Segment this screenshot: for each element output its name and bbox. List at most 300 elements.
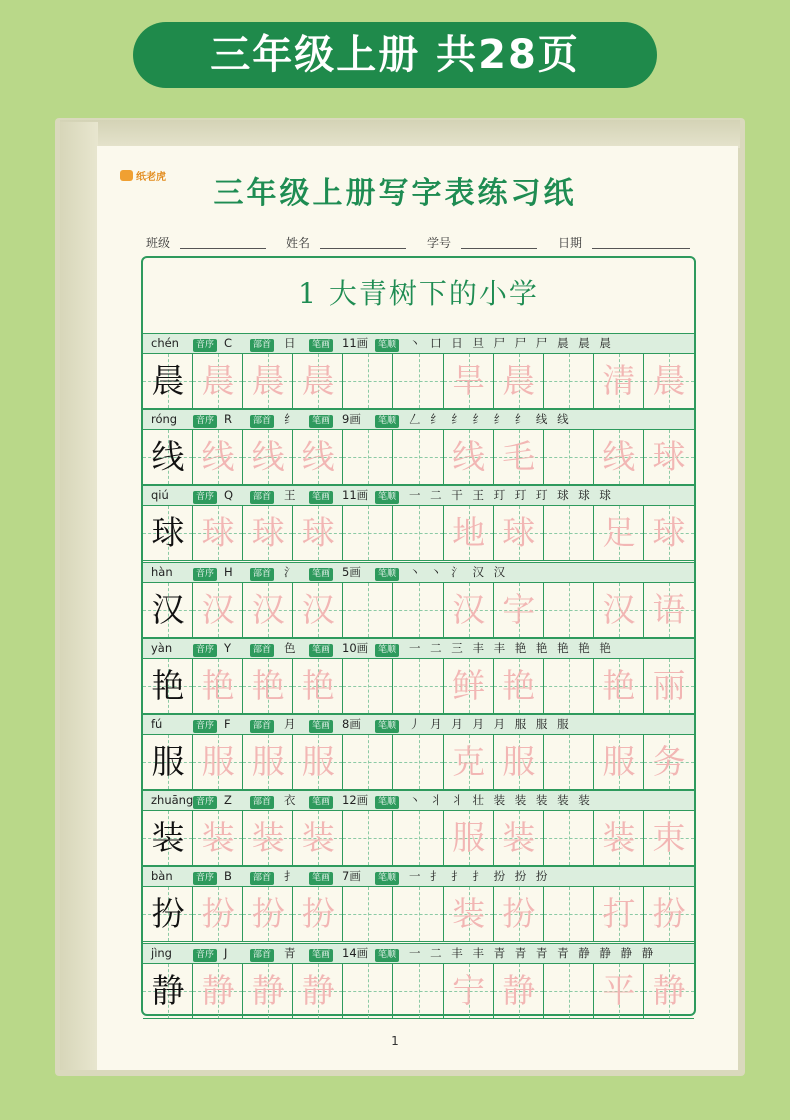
worksheet-title: 三年级上册写字表练习纸 (213, 176, 577, 211)
name-blank (320, 248, 406, 249)
practice-cell[interactable] (343, 735, 393, 789)
practice-cell[interactable] (544, 887, 594, 941)
trace-character: 服 (201, 742, 235, 781)
stroke-order: 一 二 丰 丰 青 青 青 青 静 静 静 静 (409, 945, 657, 960)
trace-character: 线 (201, 437, 235, 477)
model-character-cell (143, 659, 193, 713)
model-character-cell (143, 583, 193, 637)
trace-character (394, 659, 444, 713)
practice-cell[interactable] (243, 811, 293, 865)
practice-cell[interactable] (343, 887, 393, 941)
trace-character (544, 735, 594, 789)
practice-cell[interactable] (544, 659, 594, 713)
practice-cell[interactable] (594, 811, 644, 865)
trace-character (343, 887, 393, 941)
pinyin: chén (151, 336, 179, 350)
practice-cell[interactable] (193, 887, 243, 941)
practice-cell[interactable] (644, 583, 694, 637)
practice-cell[interactable] (444, 659, 494, 713)
trace-character: 装 (251, 818, 285, 858)
pinyin: zhuāng (151, 793, 194, 808)
trace-character: 语 (652, 589, 686, 629)
character-info-strip (143, 866, 694, 887)
practice-cell[interactable] (293, 506, 343, 560)
trace-character: 艳 (251, 665, 285, 705)
practice-cell[interactable] (293, 430, 343, 484)
trace-character: 务 (652, 742, 686, 781)
practice-cell[interactable] (243, 887, 293, 941)
trace-character: 静 (251, 970, 285, 1010)
radical: 扌 (284, 869, 296, 884)
bihua-tag: 笔画 (309, 791, 333, 810)
trace-character: 扮 (201, 894, 235, 934)
practice-cell[interactable] (644, 659, 694, 713)
model-character: 球 (151, 513, 185, 553)
practice-cell[interactable] (544, 583, 594, 637)
trace-character: 线 (452, 437, 486, 477)
trace-character (544, 964, 594, 1018)
bihua-tag: 笔画 (309, 867, 333, 886)
trace-character: 球 (201, 513, 235, 553)
student-no-label: 学号 (427, 236, 452, 250)
trace-character (544, 430, 594, 484)
practice-cell[interactable] (644, 964, 694, 1018)
practice-cell[interactable] (594, 354, 644, 408)
trace-character: 静 (301, 970, 335, 1010)
trace-character (343, 354, 393, 408)
practice-cell[interactable] (193, 735, 243, 789)
bihua-tag: 笔画 (309, 486, 333, 505)
radical: 衣 (284, 793, 296, 808)
practice-cell[interactable] (594, 506, 644, 560)
model-character: 扮 (151, 894, 185, 934)
practice-cell[interactable] (644, 430, 694, 484)
yinxu-tag: 音序 (193, 410, 217, 429)
writing-grid (143, 506, 694, 561)
trace-character: 球 (652, 437, 686, 477)
trace-character: 球 (652, 513, 686, 553)
trace-character: 服 (602, 742, 636, 781)
practice-cell[interactable] (444, 887, 494, 941)
initial-letter: F (224, 717, 231, 731)
model-character-cell (143, 735, 193, 789)
writing-grid (143, 430, 694, 485)
trace-character: 线 (602, 437, 636, 477)
character-info-strip (143, 638, 694, 659)
bushou-tag: 部首 (250, 944, 274, 963)
trace-character: 服 (502, 742, 536, 781)
character-row (143, 638, 694, 714)
character-info-strip (143, 714, 694, 735)
class-label: 班级 (146, 236, 171, 250)
initial-letter: C (224, 336, 233, 350)
practice-cell[interactable] (444, 583, 494, 637)
pinyin: róng (151, 412, 178, 427)
practice-cell[interactable] (494, 811, 544, 865)
practice-cell[interactable] (644, 811, 694, 865)
pinyin: qiú (151, 488, 169, 503)
practice-cell[interactable] (193, 583, 243, 637)
model-character: 晨 (151, 361, 185, 400)
bishun-tag: 笔顺 (375, 563, 399, 582)
trace-character (394, 506, 444, 560)
practice-cell[interactable] (594, 430, 644, 484)
practice-cell[interactable] (293, 583, 343, 637)
practice-cell[interactable] (494, 735, 544, 789)
bihua-tag: 笔画 (309, 410, 333, 429)
writing-grid (143, 811, 694, 866)
practice-cell[interactable] (444, 964, 494, 1018)
trace-character (343, 659, 393, 713)
radical: 日 (284, 336, 296, 350)
trace-character: 丽 (652, 665, 686, 705)
bishun-tag: 笔顺 (375, 334, 399, 353)
practice-cell[interactable] (494, 887, 544, 941)
trace-character: 球 (251, 513, 285, 553)
initial-letter: R (224, 412, 232, 427)
practice-cell[interactable] (193, 811, 243, 865)
trace-character: 服 (301, 742, 335, 781)
practice-cell[interactable] (193, 506, 243, 560)
practice-cell[interactable] (644, 354, 694, 408)
model-character: 艳 (151, 665, 185, 705)
practice-cell[interactable] (193, 430, 243, 484)
bihua-tag: 笔画 (309, 639, 333, 658)
bushou-tag: 部首 (250, 791, 274, 810)
bushou-tag: 部首 (250, 410, 274, 429)
trace-character (544, 506, 594, 560)
practice-cell[interactable] (343, 354, 393, 408)
trace-character (544, 659, 594, 713)
pinyin: hàn (151, 564, 173, 579)
stroke-order: 丿 月 月 月 月 服 服 服 (409, 717, 572, 731)
trace-character: 字 (502, 589, 536, 629)
pinyin: yàn (151, 640, 173, 655)
practice-cell[interactable] (193, 964, 243, 1018)
stroke-count: 14画 (342, 945, 369, 960)
character-row (143, 409, 694, 485)
practice-cell[interactable] (494, 354, 544, 408)
bishun-tag: 笔顺 (375, 639, 399, 658)
trace-character: 静 (201, 970, 235, 1010)
practice-cell[interactable] (444, 811, 494, 865)
pinyin: jìng (151, 945, 172, 960)
trace-character: 扮 (251, 894, 285, 934)
trace-character (544, 583, 594, 637)
trace-character (343, 735, 393, 789)
trace-character: 线 (251, 437, 285, 477)
lesson-title: 1 大青树下的小学 (298, 277, 539, 310)
writing-grid (143, 354, 694, 409)
model-character: 服 (151, 742, 185, 781)
trace-character: 打 (602, 894, 636, 934)
trace-character (394, 811, 444, 865)
practice-cell[interactable] (494, 583, 544, 637)
date-label: 日期 (558, 236, 583, 250)
practice-cell[interactable] (243, 430, 293, 484)
bishun-tag: 笔顺 (375, 867, 399, 886)
practice-cell[interactable] (394, 506, 444, 560)
title-banner: 三年级上册 共28页 (133, 22, 657, 88)
model-character-cell (143, 964, 193, 1018)
stroke-count: 10画 (342, 640, 369, 655)
practice-cell[interactable] (544, 506, 594, 560)
practice-cell[interactable] (293, 964, 343, 1018)
trace-character (394, 964, 444, 1018)
trace-character (343, 430, 393, 484)
practice-cell[interactable] (594, 659, 644, 713)
trace-character: 服 (452, 818, 486, 858)
date-blank (592, 248, 690, 249)
radical: 月 (284, 717, 296, 731)
radical: 氵 (284, 564, 296, 579)
character-row (143, 562, 694, 638)
practice-cell[interactable] (243, 659, 293, 713)
writing-grid (143, 964, 694, 1019)
trace-character: 扮 (301, 894, 335, 934)
practice-cell[interactable] (343, 430, 393, 484)
trace-character: 足 (602, 513, 636, 553)
trace-character: 晨 (301, 361, 335, 400)
practice-cell[interactable] (293, 354, 343, 408)
trace-character: 艳 (502, 665, 536, 705)
practice-cell[interactable] (544, 354, 594, 408)
trace-character: 艳 (201, 665, 235, 705)
bihua-tag: 笔画 (309, 334, 333, 353)
page-number: 1 (391, 1034, 399, 1048)
practice-cell[interactable] (494, 430, 544, 484)
practice-cell[interactable] (394, 659, 444, 713)
trace-character: 装 (201, 818, 235, 858)
trace-character: 清 (602, 361, 636, 400)
trace-character: 球 (301, 513, 335, 553)
practice-cell[interactable] (293, 811, 343, 865)
bushou-tag: 部首 (250, 334, 274, 353)
practice-cell[interactable] (193, 354, 243, 408)
yinxu-tag: 音序 (193, 791, 217, 810)
trace-character (343, 811, 393, 865)
practice-cell[interactable] (343, 811, 393, 865)
pinyin: bàn (151, 869, 173, 884)
character-info-strip (143, 333, 694, 354)
trace-character: 束 (652, 818, 686, 858)
practice-cell[interactable] (293, 735, 343, 789)
trace-character (394, 735, 444, 789)
character-info-strip (143, 790, 694, 811)
yinxu-tag: 音序 (193, 639, 217, 658)
practice-cell[interactable] (394, 354, 444, 408)
radical: 色 (284, 640, 296, 655)
trace-character: 线 (301, 437, 335, 477)
bishun-tag: 笔顺 (375, 410, 399, 429)
writing-grid (143, 583, 694, 638)
practice-cell[interactable] (494, 506, 544, 560)
trace-character: 地 (452, 513, 486, 553)
stroke-order: 丶 口 日 旦 尸 尸 尸 晨 晨 晨 (409, 336, 614, 350)
practice-cell[interactable] (394, 811, 444, 865)
character-row (143, 485, 694, 561)
model-character-cell (143, 430, 193, 484)
character-row (143, 943, 694, 1019)
trace-character: 扮 (652, 894, 686, 934)
bishun-tag: 笔顺 (375, 791, 399, 810)
practice-cell[interactable] (444, 354, 494, 408)
trace-character: 服 (251, 742, 285, 781)
practice-cell[interactable] (293, 887, 343, 941)
bushou-tag: 部首 (250, 639, 274, 658)
name-label: 姓名 (286, 236, 311, 250)
writing-grid (143, 887, 694, 942)
trace-character: 毛 (502, 437, 536, 477)
practice-cell[interactable] (243, 964, 293, 1018)
stroke-order: 丶 丬 丬 壮 装 装 装 装 装 (409, 793, 593, 808)
brand-logo-text: 纸老虎 (136, 172, 166, 183)
practice-cell[interactable] (444, 430, 494, 484)
practice-cell[interactable] (544, 964, 594, 1018)
practice-cell[interactable] (544, 430, 594, 484)
practice-cell[interactable] (644, 735, 694, 789)
trace-character: 晨 (251, 361, 285, 400)
practice-cell[interactable] (394, 735, 444, 789)
practice-cell[interactable] (594, 583, 644, 637)
character-info-strip (143, 943, 694, 964)
stroke-count: 11画 (342, 488, 369, 503)
trace-character: 宁 (452, 970, 486, 1010)
trace-character: 鲜 (452, 665, 486, 705)
yinxu-tag: 音序 (193, 563, 217, 582)
practice-cell[interactable] (243, 354, 293, 408)
character-info-strip (143, 409, 694, 430)
model-character: 装 (151, 818, 185, 858)
model-character: 静 (151, 970, 185, 1010)
trace-character: 晨 (201, 361, 235, 400)
trace-character: 装 (502, 818, 536, 858)
bushou-tag: 部首 (250, 486, 274, 505)
trace-character: 平 (602, 970, 636, 1010)
trace-character: 球 (502, 513, 536, 553)
character-row (143, 866, 694, 942)
paper-pad-side-edge (60, 122, 98, 1070)
practice-cell[interactable] (544, 811, 594, 865)
practice-cell[interactable] (193, 659, 243, 713)
practice-cell[interactable] (343, 659, 393, 713)
stroke-order: 一 二 干 王 玎 玎 玎 球 球 球 (409, 488, 614, 503)
practice-cell[interactable] (243, 506, 293, 560)
trace-character: 扮 (502, 894, 536, 934)
practice-cell[interactable] (494, 964, 544, 1018)
initial-letter: Q (224, 488, 234, 503)
practice-cell[interactable] (644, 506, 694, 560)
initial-letter: Y (224, 640, 232, 655)
trace-character (343, 964, 393, 1018)
initial-letter: B (224, 869, 232, 884)
trace-character: 汉 (602, 589, 636, 629)
practice-cell[interactable] (343, 583, 393, 637)
character-info-strip (143, 485, 694, 506)
trace-character (343, 506, 393, 560)
trace-character: 晨 (502, 361, 536, 400)
practice-cell[interactable] (293, 659, 343, 713)
bihua-tag: 笔画 (309, 944, 333, 963)
bishun-tag: 笔顺 (375, 944, 399, 963)
character-row (143, 790, 694, 866)
practice-cell[interactable] (243, 735, 293, 789)
stroke-count: 11画 (342, 336, 369, 350)
stroke-count: 9画 (342, 412, 361, 427)
practice-cell[interactable] (494, 659, 544, 713)
practice-cell[interactable] (544, 735, 594, 789)
radical: 青 (284, 945, 296, 960)
trace-character: 克 (452, 742, 486, 781)
stroke-count: 7画 (342, 869, 361, 884)
stroke-order: 丶 丶 氵 汉 汉 (409, 564, 509, 579)
practice-cell[interactable] (343, 506, 393, 560)
practice-cell[interactable] (394, 887, 444, 941)
practice-cell[interactable] (594, 887, 644, 941)
practice-cell[interactable] (343, 964, 393, 1018)
yinxu-tag: 音序 (193, 944, 217, 963)
pinyin: fú (151, 717, 163, 731)
practice-cell[interactable] (444, 506, 494, 560)
practice-cell[interactable] (644, 887, 694, 941)
practice-cell[interactable] (243, 583, 293, 637)
practice-cell[interactable] (594, 735, 644, 789)
class-blank (180, 248, 266, 249)
character-row (143, 714, 694, 790)
initial-letter: J (224, 945, 228, 960)
model-character: 汉 (151, 589, 185, 629)
trace-character (394, 583, 444, 637)
trace-character: 汉 (301, 589, 335, 629)
bushou-tag: 部首 (250, 715, 274, 734)
trace-character: 装 (301, 818, 335, 858)
model-character-cell (143, 887, 193, 941)
trace-character (544, 811, 594, 865)
bishun-tag: 笔顺 (375, 486, 399, 505)
stroke-order: 一 扌 扌 扌 扮 扮 扮 (409, 869, 551, 884)
character-row (143, 333, 694, 409)
model-character: 线 (151, 437, 185, 477)
practice-cell[interactable] (594, 964, 644, 1018)
yinxu-tag: 音序 (193, 486, 217, 505)
trace-character: 晨 (652, 361, 686, 400)
practice-cell[interactable] (394, 964, 444, 1018)
student-info-line (146, 234, 706, 252)
radical: 纟 (284, 412, 296, 427)
student-no-blank (461, 248, 537, 249)
trace-character: 汉 (452, 589, 486, 629)
trace-character (544, 887, 594, 941)
initial-letter: H (224, 564, 233, 579)
trace-character: 装 (602, 818, 636, 858)
practice-cell[interactable] (394, 583, 444, 637)
yinxu-tag: 音序 (193, 334, 217, 353)
stroke-order: 一 二 三 丰 丰 艳 艳 艳 艳 艳 (409, 640, 614, 655)
radical: 王 (284, 488, 296, 503)
stroke-count: 8画 (342, 717, 361, 731)
model-character-cell (143, 354, 193, 408)
bushou-tag: 部首 (250, 563, 274, 582)
model-character-cell (143, 811, 193, 865)
trace-character: 汉 (201, 589, 235, 629)
stroke-count: 12画 (342, 793, 369, 808)
stroke-count: 5画 (342, 564, 361, 579)
trace-character: 静 (502, 970, 536, 1010)
trace-character (544, 354, 594, 408)
practice-cell[interactable] (394, 430, 444, 484)
trace-character (343, 583, 393, 637)
practice-cell[interactable] (444, 735, 494, 789)
